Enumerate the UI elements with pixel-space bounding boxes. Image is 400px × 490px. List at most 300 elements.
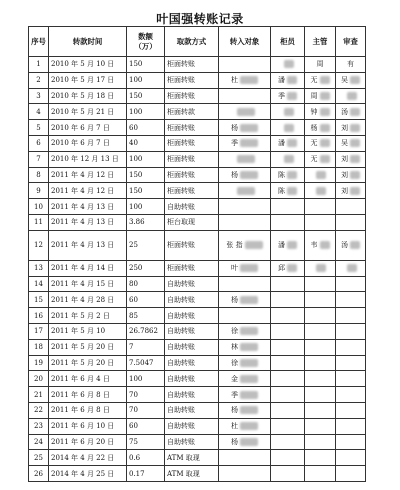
cell-manager: [305, 371, 336, 387]
cell-idx: [29, 260, 49, 276]
cell-idx: [29, 57, 49, 73]
redaction-blur: [350, 155, 360, 163]
cell-payee-text: 杨: [231, 170, 238, 179]
cell-date-text: 2011 年 5 月 10: [51, 327, 106, 336]
cell-idx: [29, 387, 49, 403]
cell-date: [49, 183, 127, 199]
cell-date: [49, 387, 127, 403]
cell-method: [165, 276, 219, 292]
cell-date-text: 2011 年 5 月 20 日: [51, 343, 115, 352]
redaction-blur: [320, 124, 330, 132]
cell-teller: [271, 167, 305, 183]
cell-teller: [271, 450, 305, 466]
redaction-blur: [350, 187, 360, 195]
table-row: [29, 387, 366, 403]
cell-manager: [305, 230, 336, 260]
redaction-blur: [350, 139, 360, 147]
cell-date-text: 2010 年 6 月 7 日: [51, 123, 110, 132]
document-title: 叶国强转账记录: [156, 12, 244, 26]
redaction-blur: [347, 92, 357, 100]
cell-audit: [336, 199, 366, 215]
cell-idx: [29, 355, 49, 371]
cell-payee: [219, 104, 271, 120]
table-row: [29, 260, 366, 276]
cell-amount-text: 150: [129, 91, 143, 100]
cell-date: [49, 292, 127, 308]
cell-payee: [219, 151, 271, 167]
header-idx: 序号: [29, 27, 49, 57]
cell-idx-text: 20: [34, 374, 43, 383]
table-row: [29, 371, 366, 387]
cell-method-text: 自助转账: [167, 374, 195, 383]
cell-teller: [271, 276, 305, 292]
cell-date-text: 2010 年 5 月 17 日: [51, 76, 115, 85]
cell-idx-text: 2: [36, 76, 41, 85]
cell-method-text: ATM 取现: [167, 469, 200, 478]
cell-idx: [29, 104, 49, 120]
cell-idx-text: 6: [36, 139, 41, 148]
cell-teller: [271, 308, 305, 324]
cell-idx: [29, 371, 49, 387]
cell-payee: [219, 355, 271, 371]
cell-idx: [29, 276, 49, 292]
redaction-blur: [350, 171, 360, 179]
cell-date: [49, 371, 127, 387]
cell-audit-text: 刘: [341, 170, 348, 179]
cell-idx: [29, 466, 49, 482]
cell-method: [165, 466, 219, 482]
cell-manager: [305, 120, 336, 136]
cell-date-text: 2010 年 6 月 7 日: [51, 139, 110, 148]
cell-amount-text: 80: [129, 279, 138, 288]
redaction-blur: [240, 171, 258, 179]
cell-teller: [271, 323, 305, 339]
cell-method-text: 柜面转账: [167, 241, 195, 250]
table-row: [29, 292, 366, 308]
cell-audit: [336, 387, 366, 403]
cell-audit-text: 汤: [341, 107, 348, 116]
cell-date-text: 2011 年 6 月 20 日: [51, 437, 115, 446]
cell-idx: [29, 167, 49, 183]
table-row: [29, 183, 366, 199]
cell-payee: [219, 418, 271, 434]
cell-payee: [219, 402, 271, 418]
cell-date: [49, 418, 127, 434]
cell-date: [49, 466, 127, 482]
cell-amount: [127, 72, 165, 88]
cell-manager: [305, 450, 336, 466]
cell-payee-text: 杜: [231, 422, 238, 431]
cell-method: [165, 88, 219, 104]
cell-method: [165, 214, 219, 230]
cell-teller: [271, 104, 305, 120]
cell-idx: [29, 135, 49, 151]
cell-method: [165, 371, 219, 387]
cell-date-text: 2011 年 6 月 10 日: [51, 422, 115, 431]
cell-method: [165, 120, 219, 136]
cell-payee: [219, 434, 271, 450]
table-row: [29, 214, 366, 230]
cell-idx-text: 23: [34, 422, 43, 431]
cell-payee-text: 林: [231, 343, 238, 352]
cell-audit: [336, 260, 366, 276]
cell-payee-text: 张 指: [226, 241, 243, 250]
cell-audit-text: 刘: [341, 186, 348, 195]
redaction-blur: [237, 155, 255, 163]
cell-amount-text: 3.86: [129, 218, 145, 227]
cell-method: [165, 355, 219, 371]
cell-teller-text: 陈: [278, 170, 285, 179]
cell-manager-text: 无: [310, 76, 318, 85]
cell-method: [165, 450, 219, 466]
cell-idx-text: 7: [36, 155, 41, 164]
cell-audit-text: 有: [347, 60, 354, 69]
cell-teller: [271, 120, 305, 136]
cell-payee: [219, 135, 271, 151]
cell-audit: [336, 371, 366, 387]
cell-idx-text: 1: [36, 60, 41, 69]
cell-amount-text: 60: [129, 295, 138, 304]
cell-teller: [271, 466, 305, 482]
cell-payee: [219, 230, 271, 260]
cell-amount-text: 7: [129, 343, 134, 352]
cell-audit: [336, 151, 366, 167]
cell-payee: [219, 57, 271, 73]
cell-teller: [271, 260, 305, 276]
cell-payee: [219, 183, 271, 199]
table-row: [29, 120, 366, 136]
table-row: [29, 355, 366, 371]
cell-payee: [219, 214, 271, 230]
redaction-blur: [350, 124, 360, 132]
redaction-blur: [240, 124, 258, 132]
cell-method: [165, 339, 219, 355]
cell-audit: [336, 276, 366, 292]
redaction-blur: [350, 108, 360, 116]
cell-payee-text: 徐: [231, 358, 238, 367]
cell-manager: [305, 72, 336, 88]
cell-amount-text: 150: [129, 60, 143, 69]
header-teller: 柜员: [271, 27, 305, 57]
redaction-blur: [245, 241, 263, 249]
cell-amount-text: 250: [129, 264, 143, 273]
cell-idx-text: 3: [36, 91, 41, 100]
cell-date-text: 2011 年 5 月 20 日: [51, 358, 115, 367]
cell-method: [165, 183, 219, 199]
cell-amount-text: 60: [129, 123, 138, 132]
redaction-blur: [287, 264, 297, 272]
table-row: [29, 88, 366, 104]
header-date: 转款时间: [49, 27, 127, 57]
table-row: [29, 323, 366, 339]
cell-amount: [127, 199, 165, 215]
cell-amount: [127, 88, 165, 104]
cell-method-text: 自助转账: [167, 311, 195, 320]
cell-payee-text: 杨: [231, 123, 238, 132]
cell-teller-text: 邱: [278, 264, 285, 273]
cell-idx: [29, 199, 49, 215]
cell-amount-text: 100: [129, 374, 143, 383]
cell-method-text: 自助转账: [167, 279, 195, 288]
table-body: [29, 57, 366, 482]
cell-idx: [29, 308, 49, 324]
cell-date: [49, 120, 127, 136]
cell-idx-text: 19: [34, 358, 43, 367]
header-payee: 转入对象: [219, 27, 271, 57]
transfer-record-table: [28, 26, 366, 482]
header-method: 取款方式: [165, 27, 219, 57]
cell-payee: [219, 466, 271, 482]
cell-teller-text: 潘: [278, 139, 285, 148]
cell-method-text: 自助转账: [167, 422, 195, 431]
redaction-blur: [316, 264, 326, 272]
cell-date: [49, 135, 127, 151]
table-row: [29, 57, 366, 73]
cell-idx: [29, 151, 49, 167]
cell-method: [165, 199, 219, 215]
cell-method-text: 自助转账: [167, 343, 195, 352]
cell-amount: [127, 466, 165, 482]
cell-manager: [305, 151, 336, 167]
cell-teller: [271, 230, 305, 260]
cell-method: [165, 418, 219, 434]
cell-date-text: 2014 年 4 月 25 日: [51, 469, 115, 478]
table-row: [29, 151, 366, 167]
cell-audit: [336, 355, 366, 371]
cell-date-text: 2011 年 4 月 13 日: [51, 218, 115, 227]
cell-idx: [29, 214, 49, 230]
table-row: [29, 230, 366, 260]
cell-amount-text: 25: [129, 241, 138, 250]
cell-amount-text: 0.6: [129, 453, 141, 462]
cell-idx: [29, 434, 49, 450]
redaction-blur: [287, 76, 297, 84]
redaction-blur: [287, 92, 297, 100]
cell-payee: [219, 371, 271, 387]
cell-amount: [127, 151, 165, 167]
cell-date: [49, 151, 127, 167]
cell-date-text: 2011 年 6 月 4 日: [51, 374, 110, 383]
cell-payee-text: 杨: [231, 295, 238, 304]
redaction-blur: [240, 343, 258, 351]
cell-manager: [305, 292, 336, 308]
cell-amount-text: 100: [129, 107, 143, 116]
cell-manager: [305, 434, 336, 450]
cell-amount: [127, 339, 165, 355]
cell-idx-text: 16: [34, 311, 43, 320]
cell-date-text: 2011 年 4 月 12 日: [51, 186, 115, 195]
cell-idx-text: 5: [36, 123, 41, 132]
cell-method: [165, 167, 219, 183]
cell-amount: [127, 292, 165, 308]
cell-amount-text: 100: [129, 76, 143, 85]
cell-method-text: 柜面转账: [167, 60, 195, 69]
cell-manager: [305, 308, 336, 324]
cell-audit: [336, 402, 366, 418]
cell-payee: [219, 167, 271, 183]
cell-method-text: 柜台取现: [167, 218, 195, 227]
redaction-blur: [240, 296, 258, 304]
cell-amount: [127, 214, 165, 230]
cell-amount: [127, 387, 165, 403]
cell-method: [165, 308, 219, 324]
cell-manager: [305, 135, 336, 151]
cell-manager-text: 钟: [310, 107, 318, 116]
cell-teller-text: 陈: [278, 186, 285, 195]
cell-date-text: 2011 年 4 月 28 日: [51, 295, 115, 304]
table-row: [29, 276, 366, 292]
cell-audit: [336, 88, 366, 104]
cell-date-text: 2011 年 6 月 8 日: [51, 390, 110, 399]
cell-manager-text: 周: [316, 60, 324, 69]
cell-date: [49, 339, 127, 355]
cell-amount-text: 26.7862: [129, 327, 158, 336]
table-header-row: [29, 27, 366, 57]
cell-audit-text: 刘: [341, 155, 348, 164]
cell-date: [49, 276, 127, 292]
cell-method-text: 自助转账: [167, 358, 195, 367]
cell-idx-text: 17: [34, 327, 43, 336]
cell-payee: [219, 339, 271, 355]
cell-payee-text: 杨: [231, 406, 238, 415]
redaction-blur: [240, 422, 258, 430]
table-row: [29, 418, 366, 434]
cell-idx-text: 8: [36, 170, 41, 179]
cell-audit-text: 吴: [341, 139, 348, 148]
cell-amount: [127, 418, 165, 434]
cell-amount: [127, 260, 165, 276]
cell-manager: [305, 323, 336, 339]
redaction-blur: [240, 406, 258, 414]
cell-amount: [127, 402, 165, 418]
cell-method-text: 柜面转账: [167, 155, 195, 164]
cell-audit-text: 汤: [341, 241, 348, 250]
cell-idx-text: 22: [34, 406, 43, 415]
cell-teller: [271, 355, 305, 371]
cell-payee: [219, 260, 271, 276]
cell-teller: [271, 418, 305, 434]
cell-amount: [127, 434, 165, 450]
redaction-blur: [284, 108, 294, 116]
table-row: [29, 104, 366, 120]
cell-amount: [127, 355, 165, 371]
cell-manager: [305, 466, 336, 482]
redaction-blur: [320, 139, 330, 147]
redaction-blur: [284, 60, 294, 68]
cell-date: [49, 167, 127, 183]
cell-method: [165, 292, 219, 308]
redaction-blur: [240, 327, 258, 335]
cell-date: [49, 72, 127, 88]
redaction-blur: [240, 264, 258, 272]
cell-audit: [336, 418, 366, 434]
cell-idx: [29, 450, 49, 466]
cell-date-text: 2014 年 4 月 22 日: [51, 453, 115, 462]
cell-audit: [336, 214, 366, 230]
cell-amount-text: 70: [129, 406, 138, 415]
cell-method-text: 自助转账: [167, 406, 195, 415]
redaction-blur: [320, 108, 330, 116]
cell-manager: [305, 199, 336, 215]
header-manager: 主管: [305, 27, 336, 57]
cell-amount: [127, 120, 165, 136]
cell-method: [165, 434, 219, 450]
cell-payee-text: 杜: [231, 76, 238, 85]
cell-payee-text: 季: [231, 390, 238, 399]
cell-audit: [336, 339, 366, 355]
cell-audit: [336, 292, 366, 308]
cell-amount: [127, 308, 165, 324]
cell-manager: [305, 57, 336, 73]
cell-teller: [271, 402, 305, 418]
cell-amount: [127, 167, 165, 183]
cell-manager: [305, 183, 336, 199]
cell-method-text: 自助转账: [167, 390, 195, 399]
cell-idx: [29, 292, 49, 308]
cell-amount: [127, 104, 165, 120]
cell-date: [49, 323, 127, 339]
cell-method-text: 柜面转账: [167, 139, 195, 148]
cell-method-text: 自助转账: [167, 202, 195, 211]
table-row: [29, 339, 366, 355]
cell-idx-text: 11: [34, 218, 43, 227]
cell-teller-text: 季: [278, 91, 285, 100]
redaction-blur: [350, 241, 360, 249]
cell-method-text: 柜面转账: [167, 186, 195, 195]
cell-idx: [29, 72, 49, 88]
cell-idx: [29, 183, 49, 199]
cell-amount: [127, 323, 165, 339]
cell-audit: [336, 135, 366, 151]
cell-manager-text: 无: [310, 139, 318, 148]
cell-date-text: 2010 年 12 月 13 日: [51, 155, 119, 164]
cell-manager-text: 周: [310, 91, 318, 100]
cell-idx-text: 26: [34, 469, 43, 478]
cell-manager: [305, 88, 336, 104]
cell-date: [49, 308, 127, 324]
cell-manager: [305, 276, 336, 292]
redaction-blur: [240, 139, 258, 147]
redaction-blur: [347, 264, 357, 272]
cell-method-text: ATM 取现: [167, 453, 200, 462]
cell-teller-text: 潘: [278, 241, 285, 250]
cell-audit: [336, 450, 366, 466]
cell-manager: [305, 104, 336, 120]
cell-teller: [271, 183, 305, 199]
cell-idx-text: 13: [34, 264, 43, 273]
cell-audit: [336, 104, 366, 120]
redaction-blur: [240, 391, 258, 399]
table-row: [29, 434, 366, 450]
redaction-blur: [287, 241, 297, 249]
cell-audit-text: 刘: [341, 123, 348, 132]
header-amount: 数额（万）: [127, 27, 165, 57]
cell-date: [49, 434, 127, 450]
cell-date: [49, 230, 127, 260]
cell-manager-text: 杨: [310, 123, 318, 132]
cell-date: [49, 355, 127, 371]
cell-method-text: 自助转账: [167, 295, 195, 304]
cell-teller: [271, 214, 305, 230]
cell-amount: [127, 276, 165, 292]
cell-payee-text: 徐: [231, 327, 238, 336]
cell-payee: [219, 308, 271, 324]
redaction-blur: [240, 438, 258, 446]
cell-idx-text: 15: [34, 295, 43, 304]
cell-idx: [29, 323, 49, 339]
table-row: [29, 199, 366, 215]
table-row: [29, 72, 366, 88]
